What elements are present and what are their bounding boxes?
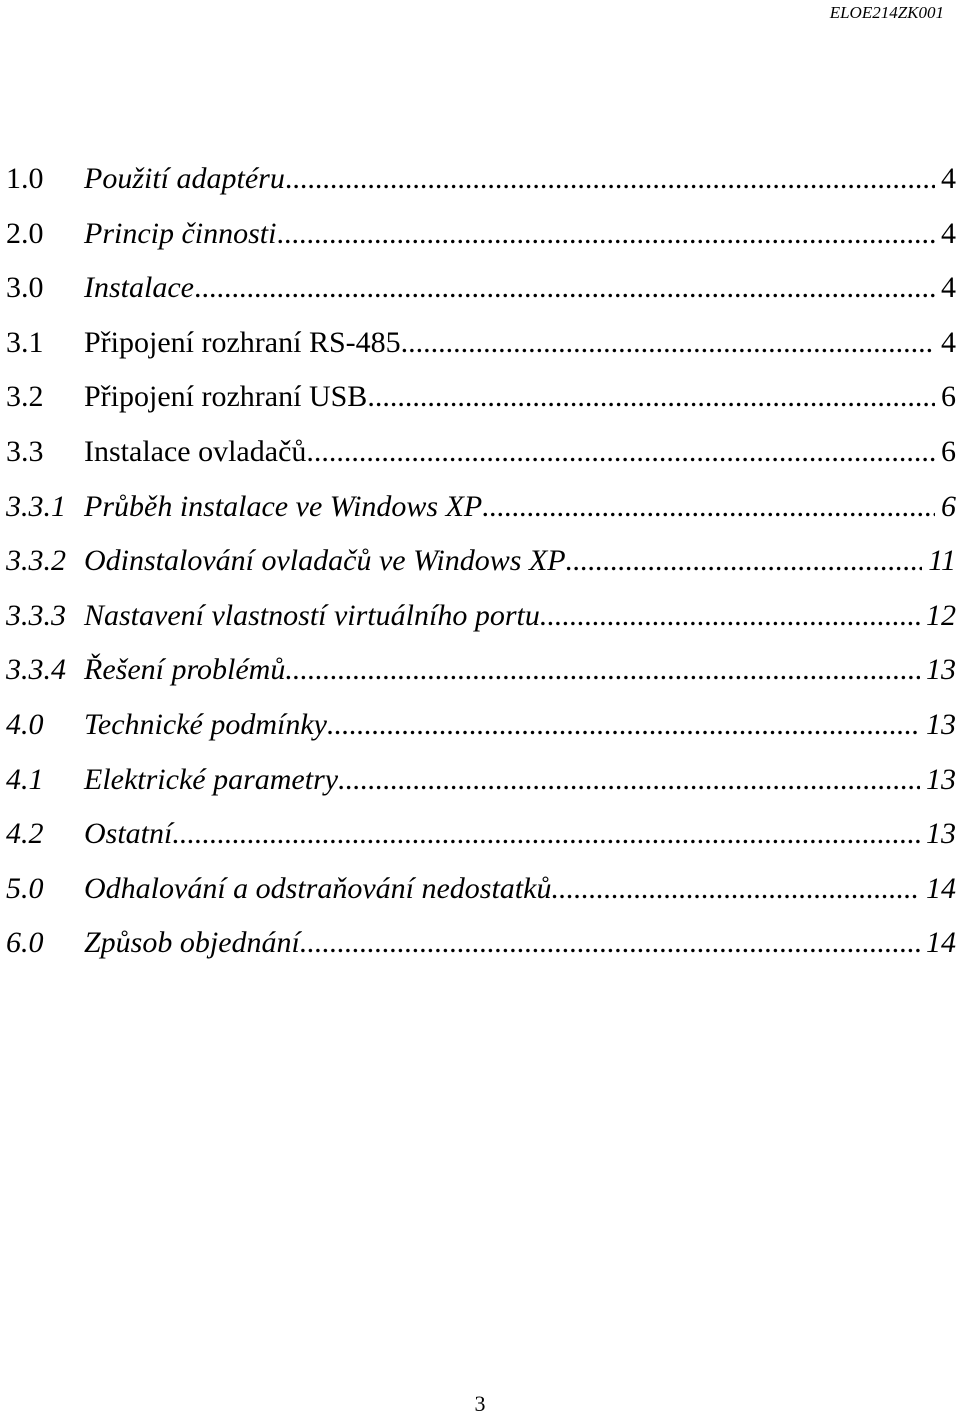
toc-entry-page: 13: [926, 817, 956, 851]
toc-entry-page: 6: [941, 380, 956, 414]
toc-dot-leader: [338, 753, 920, 808]
toc-entry-page: 4: [941, 216, 956, 250]
toc-entry-title: Použití adaptéru: [84, 162, 285, 195]
toc-entry-title: Ostatní: [84, 817, 173, 851]
toc-entry[interactable]: [6, 862, 956, 917]
toc-entry[interactable]: [6, 698, 956, 753]
toc-dot-leader: [540, 589, 920, 644]
toc-entry-title: Odinstalování ovladačů ve Windows XP: [84, 544, 566, 578]
toc-entry-title: Připojení rozhraní USB: [84, 380, 368, 414]
toc-dot-leader: [551, 862, 920, 917]
toc-entry-page: 4: [941, 271, 956, 305]
toc-dot-leader: [194, 261, 935, 316]
toc-dot-leader: [300, 916, 920, 971]
toc-dot-leader: [566, 534, 923, 589]
toc-entry-number: 5.0: [6, 871, 44, 905]
toc-entry-title: Instalace ovladačů: [84, 434, 307, 468]
toc-entry-number: 3.2: [6, 380, 44, 414]
toc-dot-leader: [367, 370, 935, 425]
toc-dot-leader: [172, 807, 920, 862]
toc-entry-title: Princip činnosti: [84, 216, 277, 250]
toc-entry-title: Průběh instalace ve Windows XP: [84, 489, 483, 523]
toc-dot-leader: [285, 152, 935, 207]
toc-entry[interactable]: [6, 261, 956, 316]
toc-entry-page: 13: [926, 653, 956, 687]
toc-entry-number: 4.1: [6, 762, 44, 796]
toc-entry-title: Elektrické parametry: [84, 762, 339, 796]
toc-entry-page: 12: [926, 598, 956, 632]
toc-entry-number: 3.3.2: [6, 544, 66, 578]
toc-entry[interactable]: [6, 207, 956, 262]
toc-entry-page: 6: [941, 434, 956, 468]
toc-entry-number: 3.3.4: [6, 653, 66, 687]
toc-entry[interactable]: [6, 807, 956, 862]
toc-entry-page: 14: [926, 926, 956, 960]
toc-entry-number: 3.3.3: [6, 598, 66, 632]
document-code: ELOE214ZK001: [829, 3, 944, 22]
toc-entry-page: 4: [941, 162, 956, 195]
toc-entry-number: 3.3.1: [6, 489, 66, 523]
toc-entry[interactable]: [6, 753, 956, 808]
toc-entry-number: 4.2: [6, 817, 44, 851]
toc-entry-title: Technické podmínky: [84, 707, 327, 741]
toc-entry[interactable]: [6, 480, 956, 535]
toc-entry-number: 1.0: [6, 162, 44, 195]
toc-entry-title: Připojení rozhraní RS-485: [84, 325, 401, 359]
toc-entry-title: Odhalování a odstraňování nedostatků: [84, 871, 552, 905]
toc-entry[interactable]: [6, 425, 956, 480]
toc-dot-leader: [482, 480, 935, 535]
toc-entry[interactable]: [6, 152, 956, 207]
toc-dot-leader: [401, 316, 935, 371]
toc-entry-number: 4.0: [6, 707, 44, 741]
toc-entry-page: 14: [926, 871, 956, 905]
toc-dot-leader: [285, 643, 920, 698]
toc-entry-number: 3.3: [6, 434, 44, 468]
toc-entry-title: Instalace: [84, 271, 194, 305]
toc-entry-number: 3.1: [6, 325, 44, 359]
toc-entry[interactable]: [6, 370, 956, 425]
toc-entry[interactable]: [6, 643, 956, 698]
toc-dot-leader: [327, 698, 920, 753]
table-of-contents: [6, 152, 956, 971]
toc-entry-page: 6: [941, 489, 956, 523]
toc-entry-number: 2.0: [6, 216, 44, 250]
toc-entry-title: Řešení problémů: [84, 653, 286, 687]
toc-entry-page: 13: [926, 707, 956, 741]
toc-entry-number: 6.0: [6, 926, 44, 960]
toc-entry-page: 4: [941, 325, 956, 359]
toc-dot-leader: [276, 207, 935, 262]
page-number: 3: [474, 1391, 486, 1416]
toc-entry-number: 3.0: [6, 271, 44, 305]
toc-entry-title: Nastavení vlastností virtuálního portu: [84, 598, 540, 632]
toc-entry[interactable]: [6, 589, 956, 644]
toc-entry-page: 11: [928, 544, 956, 578]
toc-entry[interactable]: [6, 916, 956, 971]
toc-entry[interactable]: [6, 316, 956, 371]
toc-entry-title: Způsob objednání: [84, 926, 300, 960]
toc-entry-page: 13: [926, 762, 956, 796]
toc-dot-leader: [306, 425, 935, 480]
toc-entry[interactable]: [6, 534, 956, 589]
